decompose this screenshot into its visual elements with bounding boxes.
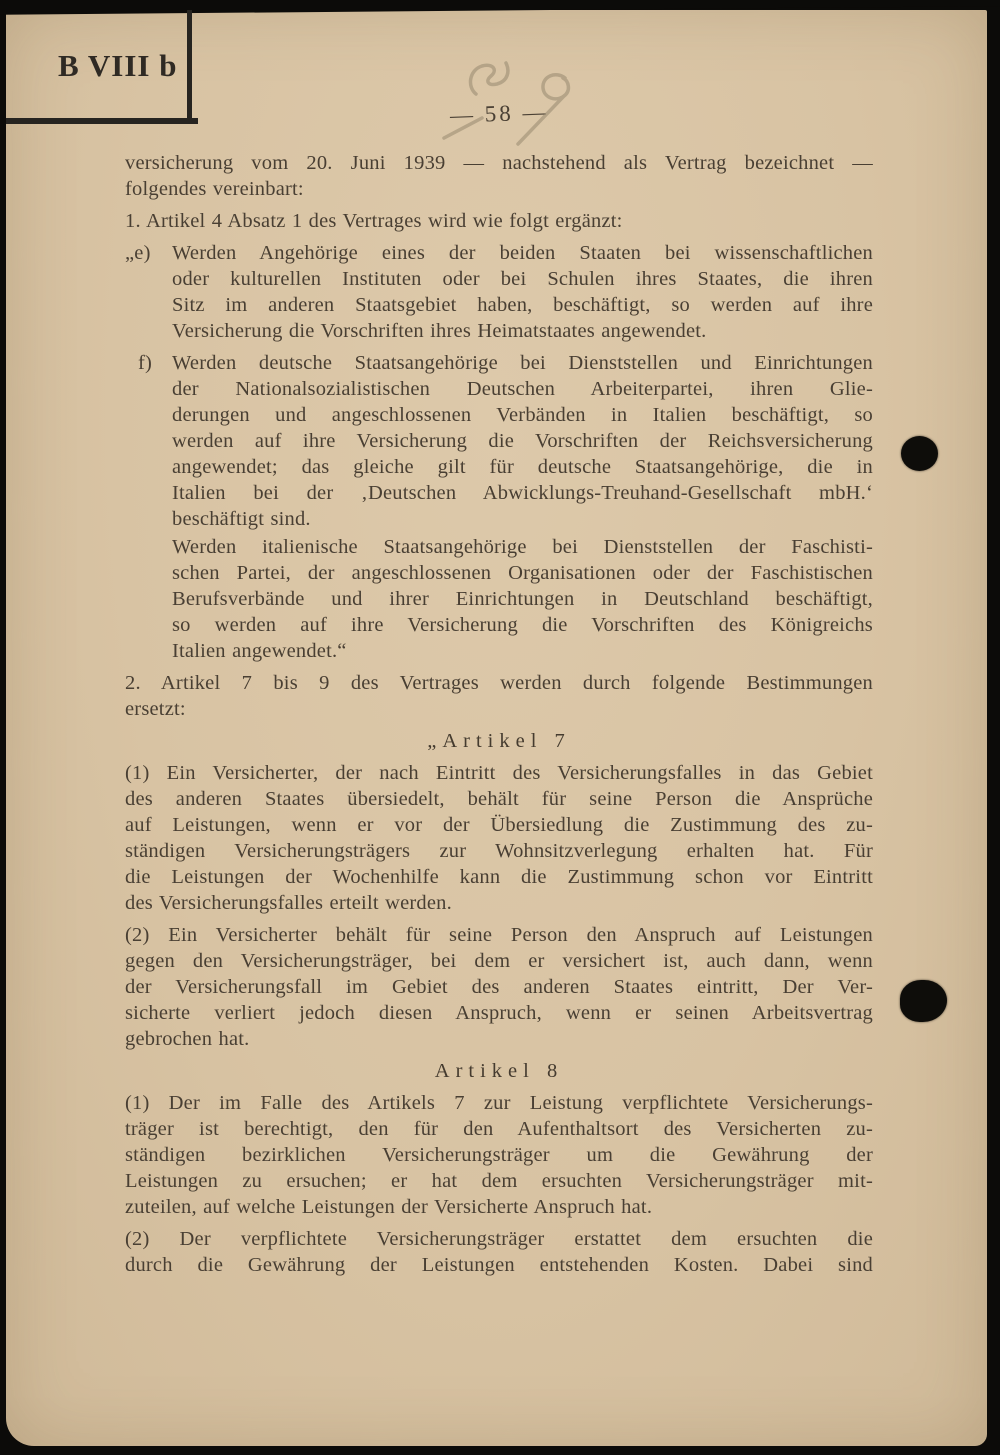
classification-box bbox=[6, 10, 192, 124]
text-line: zuteilen, auf welche Leistungen der Versicherte Anspruch hat. bbox=[125, 1196, 653, 1218]
text-line: des Versicherungsfalles erteilt werden. bbox=[125, 892, 452, 914]
text-line: Werden Angehörige eines der beiden Staaten bei wissenschaftlichen bbox=[172, 242, 873, 264]
text-line: sicherte verliert jedoch diesen Anspruch, wenn er seinen Arbeitsvertrag bbox=[125, 1002, 873, 1024]
text-line: gebrochen hat. bbox=[125, 1028, 250, 1050]
text-line: (1) Der im Falle des Artikels 7 zur Leistung verpflichtete Versicherungs- bbox=[125, 1092, 873, 1114]
text-line: so werden auf ihre Versicherung die Vorschriften des Königreichs bbox=[172, 614, 873, 636]
text-line: angewendet; das gleiche gilt für deutsche Staatsangehörige, die in bbox=[172, 456, 873, 478]
text-line: Italien bei der ‚Deutschen Abwicklungs-Treuhand-Gesellschaft mbH.‘ bbox=[172, 482, 873, 504]
text-line: (1) Ein Versicherter, der nach Eintritt des Versicherungsfalles in das Gebiet bbox=[125, 762, 873, 784]
paragraph bbox=[125, 240, 873, 344]
text-line: der Nationalsozialistischen Deutschen Arbeiterpartei, ihren Glie- bbox=[172, 378, 873, 400]
text-line: 1. Artikel 4 Absatz 1 des Vertrages wird wie folgt ergänzt: bbox=[125, 210, 623, 232]
page-number: — 58 — bbox=[449, 99, 549, 128]
text-line: oder kulturellen Instituten oder bei Schulen ihres Staates, die ihren bbox=[172, 268, 873, 290]
text-line: derungen und angeschlossenen Verbänden in Italien beschäftigt, so bbox=[172, 404, 873, 426]
text-line: Berufsverbände und ihrer Einrichtungen in Deutschland beschäftigt, bbox=[172, 588, 873, 610]
text-line: gegen den Versicherungsträger, bei dem er versichert ist, auch dann, wenn bbox=[125, 950, 873, 972]
text-line: werden auf ihre Versicherung die Vorschriften der Reichsversicherung bbox=[172, 430, 873, 452]
paragraph bbox=[125, 760, 873, 916]
text-line: Versicherung die Vorschriften ihres Heimatstaates angewendet. bbox=[172, 320, 707, 342]
text-line: Werden italienische Staatsangehörige bei Dienststellen der Faschisti- bbox=[172, 536, 873, 558]
text-line: durch die Gewährung der Leistungen entstehenden Kosten. Dabei sind bbox=[125, 1254, 873, 1276]
text-line: Sitz im anderen Staatsgebiet haben, beschäftigt, so werden auf ihre bbox=[172, 294, 873, 316]
item-marker: „e) bbox=[125, 242, 151, 264]
text-line: 2. Artikel 7 bis 9 des Vertrages werden durch folgende Bestimmungen bbox=[125, 672, 873, 694]
text-line: beschäftigt sind. bbox=[172, 508, 311, 530]
text-line: des anderen Staates übersiedelt, behält für seine Person die Ansprüche bbox=[125, 788, 873, 810]
text-line: Leistungen zu ersuchen; er hat dem ersuchten Versicherungsträger mit- bbox=[125, 1170, 873, 1192]
text-line: (2) Der verpflichtete Versicherungsträger erstattet dem ersuchten die bbox=[125, 1228, 873, 1250]
text-line: ständigen bezirklichen Versicherungsträger um die Gewährung der bbox=[125, 1144, 873, 1166]
text-line: ersetzt: bbox=[125, 698, 186, 720]
text-column bbox=[125, 150, 873, 1284]
hole-punch-top bbox=[901, 436, 938, 471]
text-line: Italien angewendet.“ bbox=[172, 640, 347, 662]
paragraph bbox=[125, 350, 873, 532]
paragraph bbox=[125, 150, 873, 202]
paragraph bbox=[125, 1090, 873, 1220]
paragraph bbox=[125, 534, 873, 664]
paragraph bbox=[125, 208, 873, 234]
text-line: Werden deutsche Staatsangehörige bei Dienststellen und Einrichtungen bbox=[172, 352, 873, 374]
text-line: träger ist berechtigt, den für den Aufenthaltsort des Versicherten zu- bbox=[125, 1118, 873, 1140]
classification-label: B VIII b bbox=[58, 48, 178, 83]
text-line: versicherung vom 20. Juni 1939 — nachstehend als Vertrag bezeichnet — bbox=[125, 152, 873, 174]
text-line: die Leistungen der Wochenhilfe kann die Zustimmung schon vor Eintritt bbox=[125, 866, 873, 888]
text-line: auf Leistungen, wenn er vor der Übersiedlung die Zustimmung des zu- bbox=[125, 814, 873, 836]
paragraph bbox=[125, 1226, 873, 1278]
item-marker: f) bbox=[138, 352, 153, 374]
article-heading: Artikel 8 bbox=[434, 1060, 564, 1082]
text-line: folgendes vereinbart: bbox=[125, 178, 304, 200]
text-line: ständigen Versicherungsträgers zur Wohnsitzverlegung erhalten hat. Für bbox=[125, 840, 873, 862]
text-line: schen Partei, der angeschlossenen Organisationen oder der Faschistischen bbox=[172, 562, 873, 584]
article-heading: „Artikel 7 bbox=[427, 730, 571, 752]
text-line: der Versicherungsfall im Gebiet des anderen Staates eintritt, Der Ver- bbox=[125, 976, 873, 998]
text-line: (2) Ein Versicherter behält für seine Person den Anspruch auf Leistungen bbox=[125, 924, 873, 946]
paragraph bbox=[125, 922, 873, 1052]
paragraph bbox=[125, 670, 873, 722]
